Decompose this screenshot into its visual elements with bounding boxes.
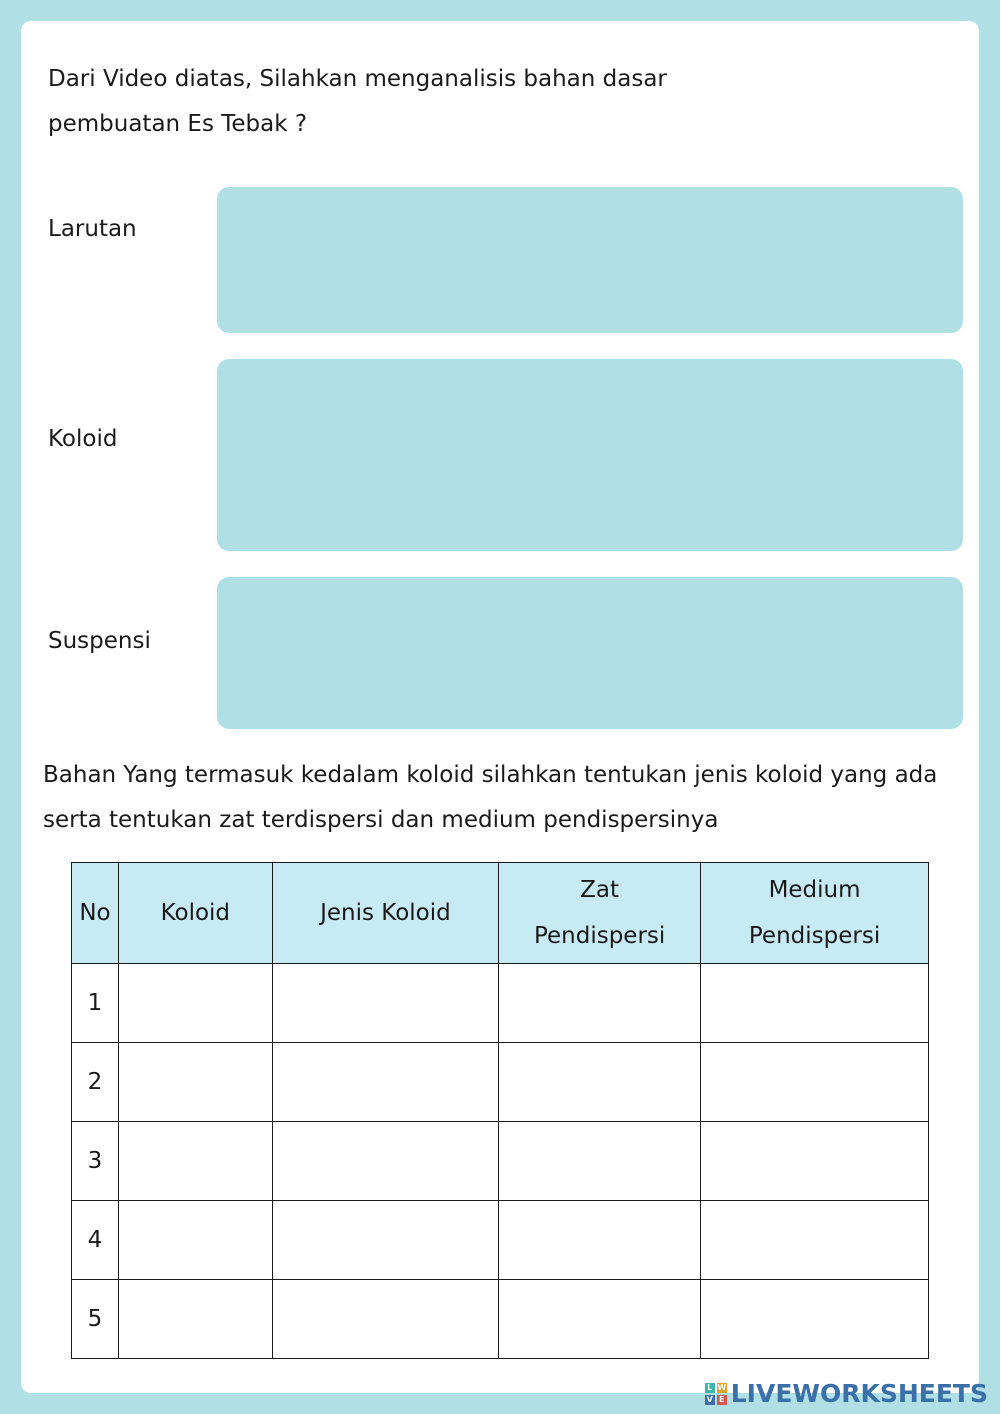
cell-koloid[interactable] — [118, 1280, 272, 1359]
cell-zat-pendispersi[interactable] — [499, 1280, 701, 1359]
table-row — [72, 1122, 929, 1201]
liveworksheets-brand[interactable] — [705, 1379, 988, 1408]
colloid-table — [71, 862, 929, 1359]
cell-jenis-koloid[interactable] — [272, 1280, 498, 1359]
cell-koloid[interactable] — [118, 1043, 272, 1122]
answer-box-suspensi[interactable] — [217, 577, 963, 729]
label-suspensi: Suspensi — [48, 628, 151, 654]
liveworksheets-logo-icon — [705, 1383, 727, 1405]
cell-jenis-koloid[interactable] — [272, 1043, 498, 1122]
logo-tile: W — [717, 1382, 727, 1392]
answer-box-larutan[interactable] — [217, 187, 963, 333]
header-zat-pendispersi: Zat Pendispersi — [499, 863, 701, 964]
cell-koloid[interactable] — [118, 1201, 272, 1280]
cell-medium-pendispersi[interactable] — [701, 1201, 929, 1280]
header-medium-pendispersi: Medium Pendispersi — [701, 863, 929, 964]
row-number: 2 — [72, 1043, 119, 1122]
cell-medium-pendispersi[interactable] — [701, 1043, 929, 1122]
header-no: No — [72, 863, 119, 964]
cell-jenis-koloid[interactable] — [272, 1122, 498, 1201]
table-row — [72, 1043, 929, 1122]
cell-medium-pendispersi[interactable] — [701, 964, 929, 1043]
answer-box-koloid[interactable] — [217, 359, 963, 551]
question-2-text: Bahan Yang termasuk kedalam koloid silahkan tentukan jenis koloid yang ada serta tentukan zat terdispersi dan medium pendispersinya — [43, 762, 938, 833]
table-row — [72, 1201, 929, 1280]
logo-tile: V — [706, 1394, 713, 1404]
row-number: 1 — [72, 964, 119, 1043]
table-header-row — [72, 863, 929, 964]
label-larutan: Larutan — [48, 216, 137, 242]
brand-text: LIVEWORKSHEETS — [730, 1379, 988, 1408]
cell-jenis-koloid[interactable] — [272, 964, 498, 1043]
header-koloid: Koloid — [118, 863, 272, 964]
cell-koloid[interactable] — [118, 964, 272, 1043]
cell-medium-pendispersi[interactable] — [701, 1122, 929, 1201]
cell-jenis-koloid[interactable] — [272, 1201, 498, 1280]
logo-tile: L — [705, 1383, 715, 1393]
header-jenis-koloid: Jenis Koloid — [272, 863, 498, 964]
cell-koloid[interactable] — [118, 1122, 272, 1201]
cell-zat-pendispersi[interactable] — [499, 1201, 701, 1280]
row-number: 3 — [72, 1122, 119, 1201]
logo-tile: E — [717, 1395, 727, 1405]
table-row — [72, 964, 929, 1043]
cell-zat-pendispersi[interactable] — [499, 1043, 701, 1122]
row-number: 5 — [72, 1280, 119, 1359]
cell-medium-pendispersi[interactable] — [701, 1280, 929, 1359]
label-koloid: Koloid — [48, 426, 118, 452]
question-1-text: Dari Video diatas, Silahkan menganalisis bahan dasar pembuatan Es Tebak ? — [48, 66, 667, 137]
cell-zat-pendispersi[interactable] — [499, 1122, 701, 1201]
row-number: 4 — [72, 1201, 119, 1280]
cell-zat-pendispersi[interactable] — [499, 964, 701, 1043]
table-row — [72, 1280, 929, 1359]
